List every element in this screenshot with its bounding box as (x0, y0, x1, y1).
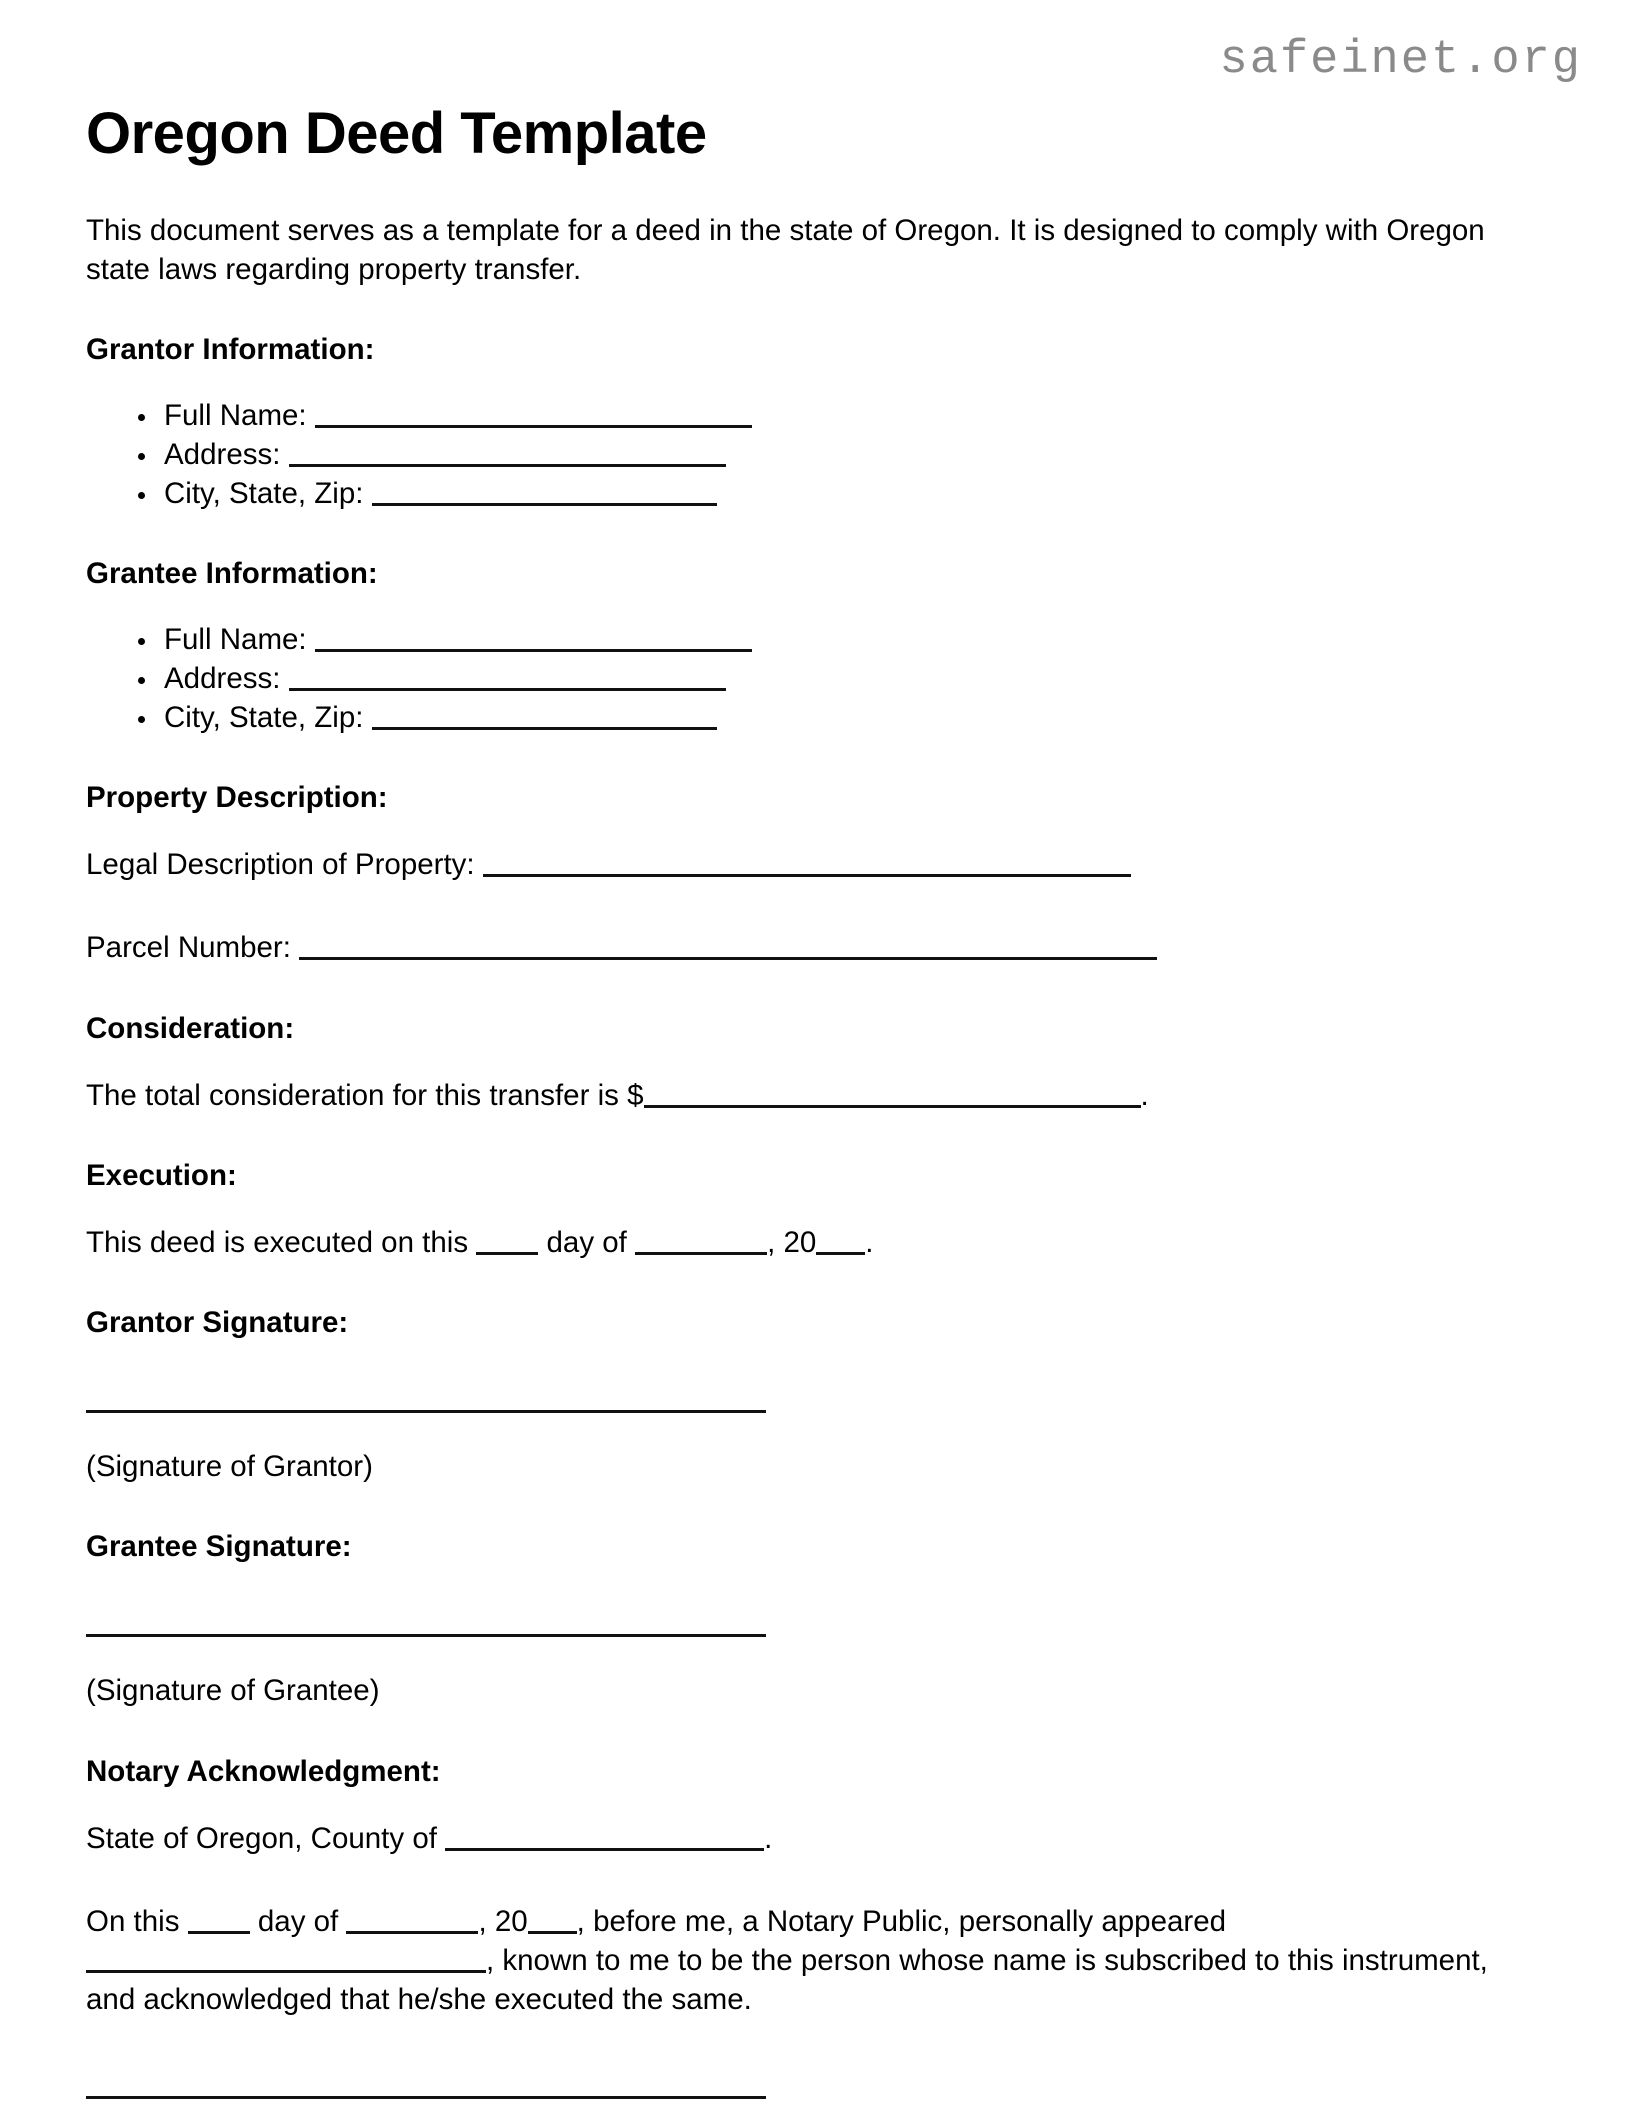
notary-state-county-line (86, 1819, 1556, 1858)
list-item (134, 621, 1556, 660)
list-item (134, 660, 1556, 699)
notary-county-field[interactable] (445, 1828, 764, 1851)
notary-day-field[interactable] (188, 1911, 250, 1934)
notary-text-1: On this (86, 1904, 180, 1938)
execution-month-field[interactable] (635, 1232, 767, 1255)
grantee-field-list (86, 621, 1556, 737)
grantor-full-name-field[interactable] (315, 405, 752, 428)
legal-description-label: Legal Description of Property: (86, 848, 475, 882)
notary-month-field[interactable] (346, 1911, 478, 1934)
notary-text-4: , before me, a Notary Public, personally appeared (576, 1904, 1227, 1938)
section-heading-execution: Execution: (86, 1158, 237, 1192)
grantee-signature-line[interactable] (86, 1634, 766, 1637)
section-heading-grantee-signature: Grantee Signature: (86, 1530, 352, 1564)
grantor-signature-caption: (Signature of Grantor) (86, 1450, 373, 1484)
consideration-amount-field[interactable] (644, 1085, 1141, 1108)
parcel-number-label: Parcel Number: (86, 931, 291, 965)
field-label: Full Name: (164, 623, 307, 657)
execution-line (86, 1223, 1556, 1262)
parcel-number-field[interactable] (299, 937, 1157, 960)
list-item (134, 436, 1556, 475)
execution-text-2: day of (546, 1225, 627, 1259)
notary-year-field[interactable] (528, 1911, 577, 1934)
list-item (134, 475, 1556, 514)
grantor-field-list (86, 397, 1556, 513)
execution-text-1: This deed is executed on this (86, 1225, 469, 1259)
consideration-text-before: The total consideration for this transfer is $ (86, 1078, 644, 1112)
grantee-city-state-zip-field[interactable] (372, 707, 717, 730)
execution-year-field[interactable] (816, 1232, 865, 1255)
site-watermark: safeinet.org (1219, 34, 1582, 87)
grantee-full-name-field[interactable] (315, 629, 752, 652)
grantee-signature-caption: (Signature of Grantee) (86, 1674, 380, 1708)
field-label: City, State, Zip: (164, 700, 364, 734)
notary-text-2: day of (257, 1904, 339, 1938)
field-label: Address: (164, 661, 281, 695)
field-label: Full Name: (164, 399, 307, 433)
notary-signature-line[interactable] (86, 2096, 766, 2099)
field-label: City, State, Zip: (164, 476, 364, 510)
notary-person-name-field[interactable] (86, 1950, 486, 1973)
notary-statement (86, 1902, 1506, 2020)
list-item (134, 699, 1556, 738)
execution-day-field[interactable] (476, 1232, 538, 1255)
document-intro: This document serves as a template for a deed in the state of Oregon. It is designed to comply with Oregon state laws regarding property transfer. (86, 213, 1485, 287)
execution-text-4: . (865, 1225, 874, 1259)
grantor-address-field[interactable] (289, 444, 726, 467)
grantee-address-field[interactable] (289, 668, 726, 691)
document-content (86, 101, 1556, 2099)
grantor-city-state-zip-field[interactable] (372, 483, 717, 506)
section-heading-consideration: Consideration: (86, 1011, 295, 1045)
consideration-text-after: . (1140, 1078, 1149, 1112)
section-heading-grantee-information: Grantee Information: (86, 557, 378, 591)
legal-description-field[interactable] (483, 854, 1131, 877)
section-heading-grantor-information: Grantor Information: (86, 333, 375, 367)
list-item (134, 397, 1556, 436)
page-title: Oregon Deed Template (86, 101, 707, 166)
notary-text-3: , 20 (478, 1904, 528, 1938)
section-heading-property-description: Property Description: (86, 781, 388, 815)
grantor-signature-line[interactable] (86, 1410, 766, 1413)
section-heading-grantor-signature: Grantor Signature: (86, 1306, 349, 1340)
field-label: Address: (164, 438, 281, 471)
legal-description-line (86, 845, 1556, 884)
notary-state-period: . (764, 1821, 773, 1855)
notary-text-5: , known to me to be the person whose name is subscribed to this instrument, and acknowledged that he/she executed the same. (86, 1944, 1488, 2017)
parcel-number-line (86, 928, 1556, 967)
consideration-line (86, 1076, 1556, 1115)
notary-state-label: State of Oregon, County of (86, 1821, 437, 1855)
execution-text-3: , 20 (767, 1225, 817, 1259)
section-heading-notary-acknowledgment: Notary Acknowledgment: (86, 1754, 441, 1788)
